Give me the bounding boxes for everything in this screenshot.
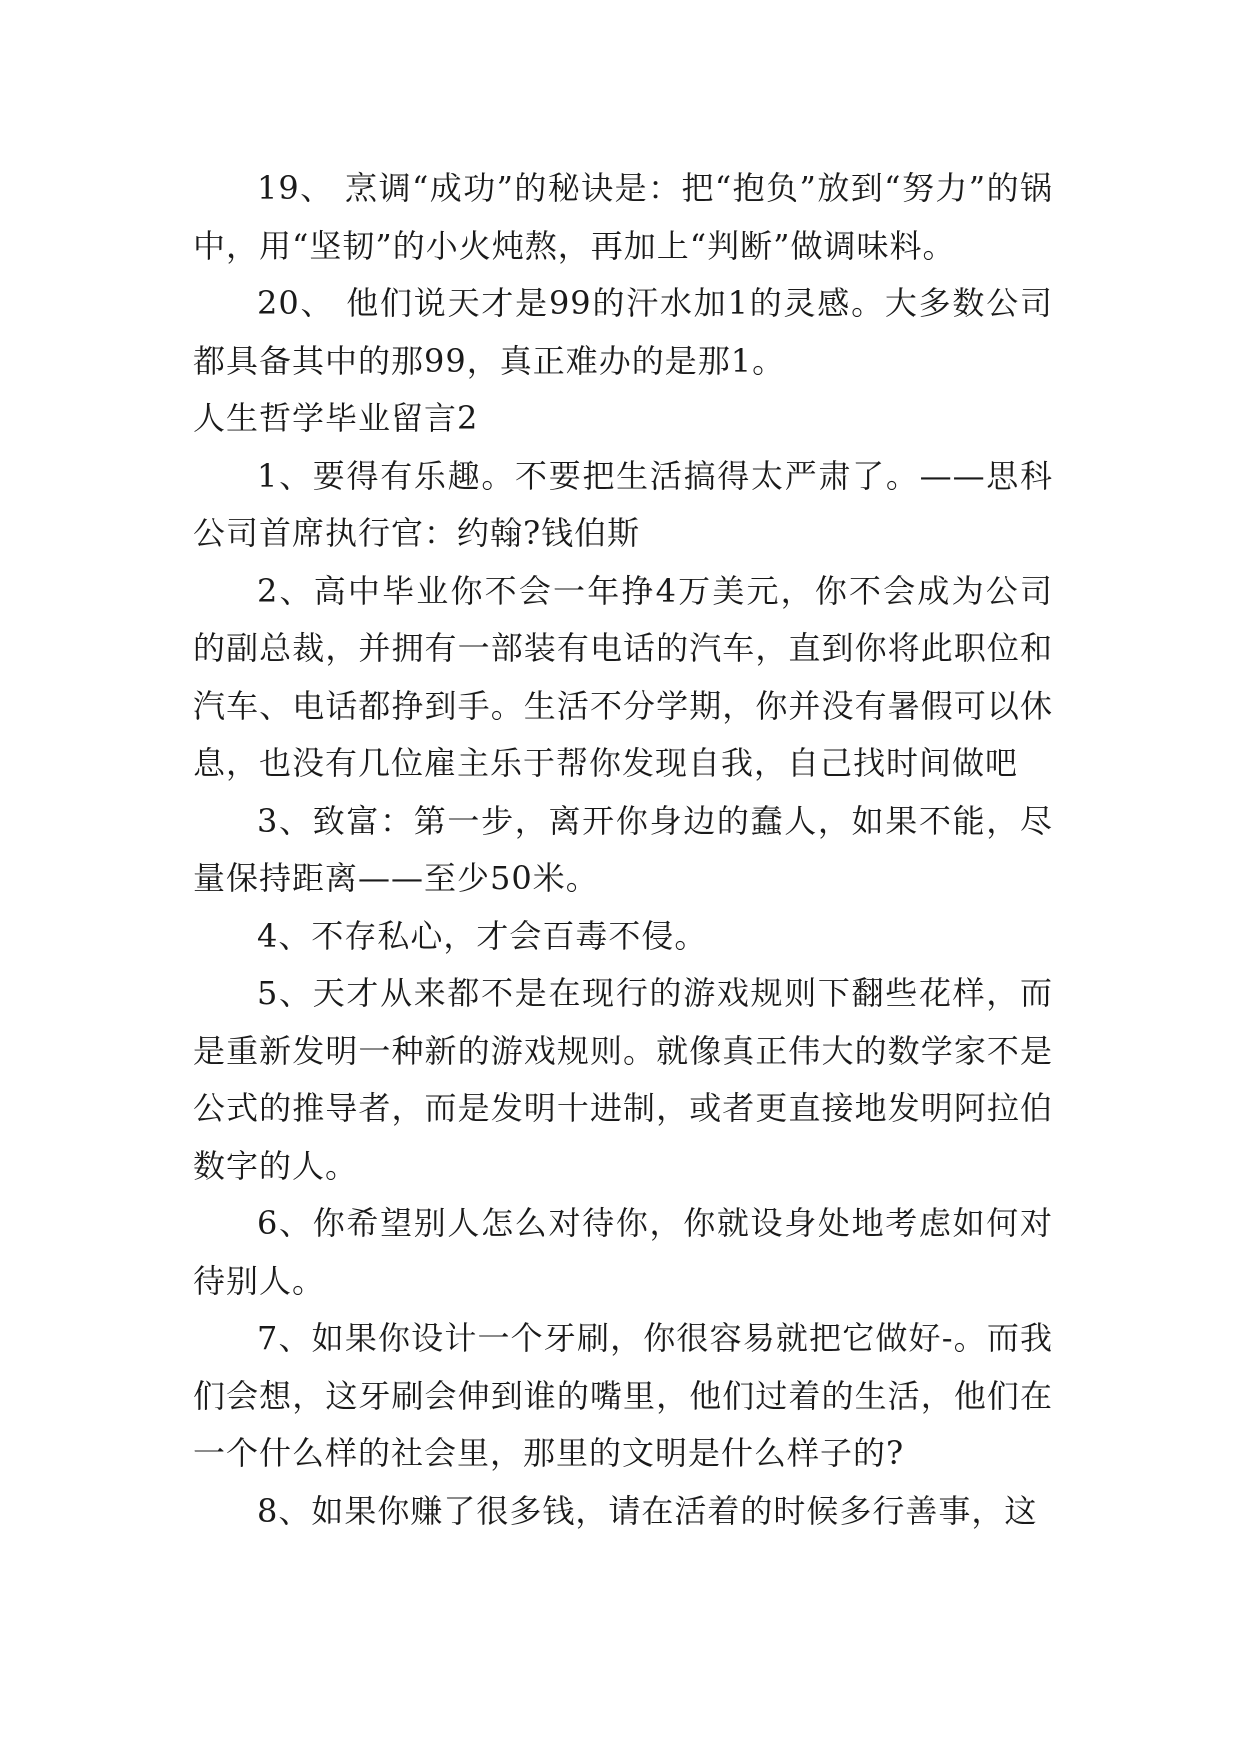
paragraph-item-1: 1、要得有乐趣。不要把生活搞得太严肃了。——思科公司首席执行官：约翰?钱伯斯 [193, 456, 1053, 552]
paragraph-item-6: 6、你希望别人怎么对待你，你就设身处地考虑如何对待别人。 [193, 1204, 1053, 1300]
paragraph-item-8: 8、如果你赚了很多钱，请在活着的时候多行善事，这 [257, 1491, 1038, 1530]
paragraph-item-5: 5、天才从来都不是在现行的游戏规则下翻些花样，而是重新发明一种新的游戏规则。就像真正伟大的数学家不是公式的推导者，而是发明十进制，或者更直接地发明阿拉伯数字的人。 [193, 974, 1053, 1185]
paragraph-item-19: 19、 烹调“成功”的秘诀是：把“抱负”放到“努力”的锅中，用“坚韧”的小火炖熬，再加上“判断”做调味料。 [193, 169, 1053, 265]
document-body [193, 160, 1053, 1540]
paragraph-item-20: 20、 他们说天才是99的汗水加1的灵感。大多数公司都具备其中的那99，真正难办的是那1。 [193, 284, 1053, 380]
paragraph-item-3: 3、致富：第一步，离开你身边的蠢人，如果不能，尽量保持距离——至少50米。 [193, 801, 1053, 897]
paragraph-item-4: 4、不存私心，才会百毒不侵。 [257, 916, 708, 955]
paragraph-item-7: 7、如果你设计一个牙刷，你很容易就把它做好-。而我们会想，这牙刷会伸到谁的嘴里，他们过着的生活，他们在一个什么样的社会里，那里的文明是什么样子的? [193, 1319, 1053, 1472]
section-heading: 人生哲学毕业留言2 [193, 399, 479, 437]
paragraph-item-2: 2、高中毕业你不会一年挣4万美元，你不会成为公司的副总裁，并拥有一部装有电话的汽车，直到你将此职位和汽车、电话都挣到手。生活不分学期，你并没有暑假可以休息，也没有几位雇主乐于帮你发现自我，自己找时间做吧 [193, 571, 1053, 782]
